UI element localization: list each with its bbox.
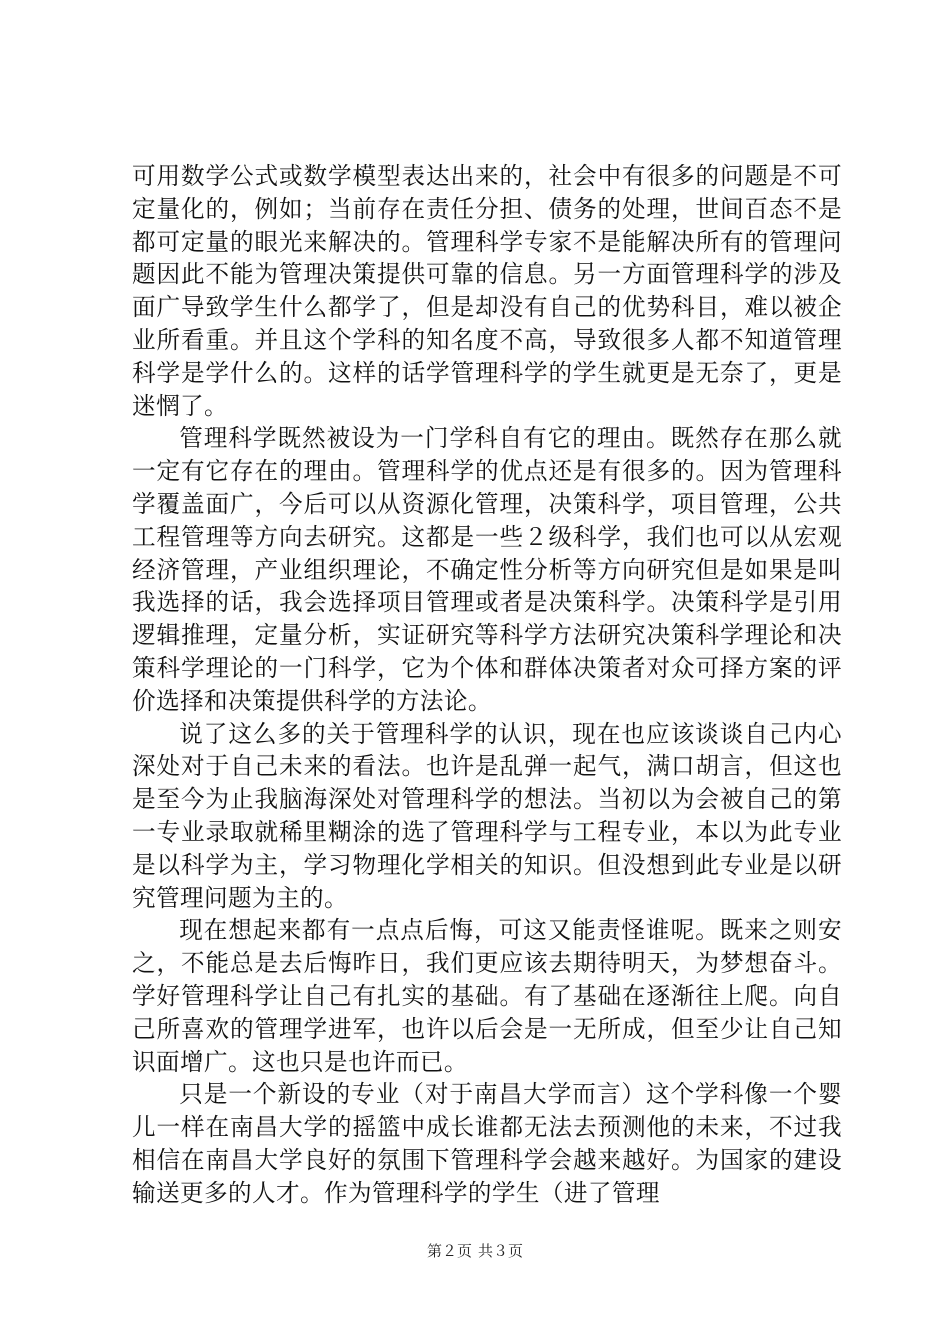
paragraph-personal-view: 说了这么多的关于管理科学的认识，现在也应该谈谈自己内心深处对于自己未来的看法。也许是乱弹一起气，满口胡言，但这也是至今为止我脑海深处对管理科学的想法。当初以为会被自己的第一专业录取就稀里糊涂的选了管理科学与工程专业，本以为此专业是以科学为主，学习物理化学相关的知识。但没想到此专业是以研究管理问题为主的。 (132, 719, 842, 912)
paragraph-management-science-advantages: 管理科学既然被设为一门学科自有它的理由。既然存在那么就一定有它存在的理由。管理科学的优点还是有很多的。因为管理科学覆盖面广，今后可以从资源化管理，决策科学，项目管理，公共工程管理等方向去研究。这都是一些２级科学，我们也可以从宏观经济管理，产业组织理论，不确定性分析等方向研究但是如果是叫我选择的话，我会选择项目管理或者是决策科学。决策科学是引用逻辑推理，定量分析，实证研究等科学方法研究决策科学理论和决策科学理论的一门科学，它为个体和群体决策者对众可择方案的评价选择和决策提供科学的方法论。 (132, 424, 842, 715)
paragraph-regret-and-future: 现在想起来都有一点点后悔，可这又能责怪谁呢。既来之则安之，不能总是去后悔昨日，我们更应该去期待明天，为梦想奋斗。学好管理科学让自己有扎实的基础。有了基础在逐渐往上爬。向自己所喜欢的管理学进军，也许以后会是一无所成，但至少让自己知识面增广。这也只是也许而已。 (132, 916, 842, 1076)
page-footer (0, 1241, 950, 1261)
paragraph-new-major: 只是一个新设的专业（对于南昌大学而言）这个学科像一个婴儿一样在南昌大学的摇篮中成长谁都无法去预测他的未来，不过我相信在南昌大学良好的氛围下管理科学会越来越好。为国家的建设输送更多的人才。作为管理科学的学生（进了管理 (132, 1080, 842, 1207)
page-number: 第２页 (426, 1242, 472, 1260)
document-body (132, 160, 842, 1210)
page-total: 共３页 (478, 1242, 524, 1260)
paragraph-continuation: 可用数学公式或数学模型表达出来的，社会中有很多的问题是不可定量化的，例如；当前存在责任分担、债务的处理，世间百态不是都可定量的眼光来解决的。管理科学专家不是能解决所有的管理问题因此不能为管理决策提供可靠的信息。另一方面管理科学的涉及面广导致学生什么都学了，但是却没有自己的优势科目，难以被企业所看重。并且这个学科的知名度不高，导致很多人都不知道管理科学是学什么的。这样的话学管理科学的学生就更是无奈了，更是迷惘了。 (132, 162, 842, 420)
